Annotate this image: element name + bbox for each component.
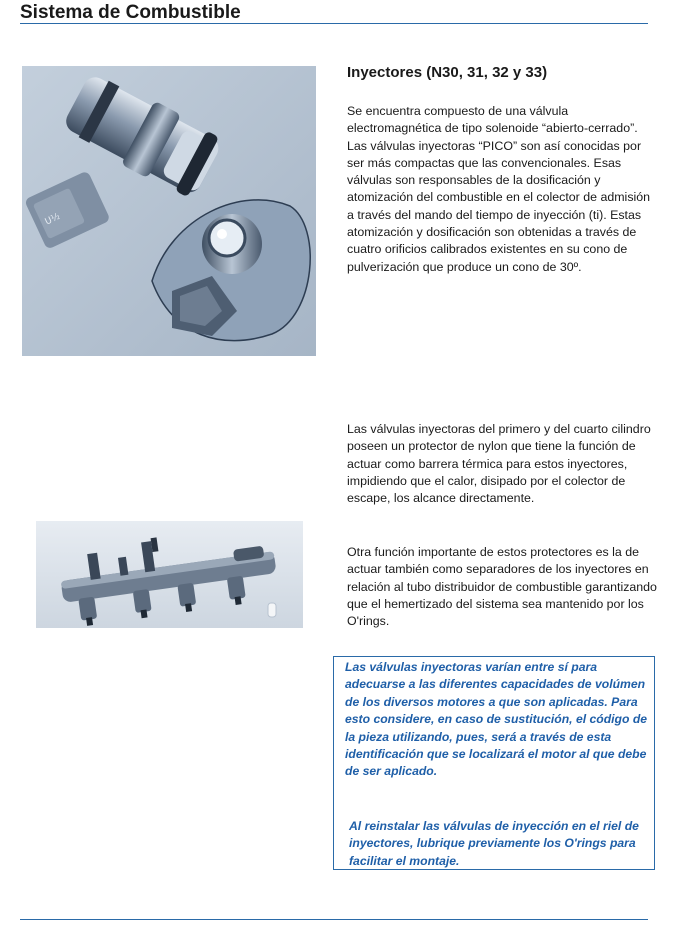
section-title: Inyectores (N30, 31, 32 y 33) [347, 64, 548, 81]
page-title: Sistema de Combustible [20, 2, 241, 23]
note-paragraph-2: Al reinstalar las válvulas de inyección en el riel de inyectores, lubrique previamente los O'rings para facilitar el montaje. [349, 819, 639, 868]
note-paragraph-1: Las válvulas inyectoras varían entre sí para adecuarse a las diferentes capacidades de volúmen de los diversos motores a que son aplicadas. Para esto considere, en caso de sustitución, el código de la pieza utilizando, pues, será a través de esta identificación que se localizará el motor al que debe de ser aplicado. [345, 660, 648, 779]
paragraph-description: Se encuentra compuesto de una válvula electromagnética de tipo solenoide “abierto-cerrado”. Las válvulas inyectoras “PICO” son así conocidas por ser más compactas que las convencionales. Esas válvulas son responsables de la dosificación y atomización del combustible en el colector de admisión a través del mando del tiempo de inyección (ti). Estas atomización y dosificación son obtenidas a través de cuatro orificios calibrados existentes en su cono de pulverización que produce un cono de 30º. [347, 104, 651, 274]
svg-text:U½: U½ [43, 211, 62, 228]
fuel-injector-photo [22, 66, 316, 356]
fuel-rail-photo [36, 521, 303, 628]
header-divider [20, 23, 648, 24]
paragraph-protector: Las válvulas inyectoras del primero y del cuarto cilindro poseen un protector de nylon que tiene la función de actuar como barrera térmica para estos inyectores, impidiendo que el calor, disipado por el colector de escape, los alcance directamente. [347, 422, 651, 506]
paragraph-separator: Otra función importante de estos protectores es la de actuar también como separadores de los inyectores en relación al tubo distribuidor de combustible garantizando que el hemertizado del sistema sea mantenido por los O'rings. [347, 545, 657, 629]
footer-divider [20, 919, 648, 920]
